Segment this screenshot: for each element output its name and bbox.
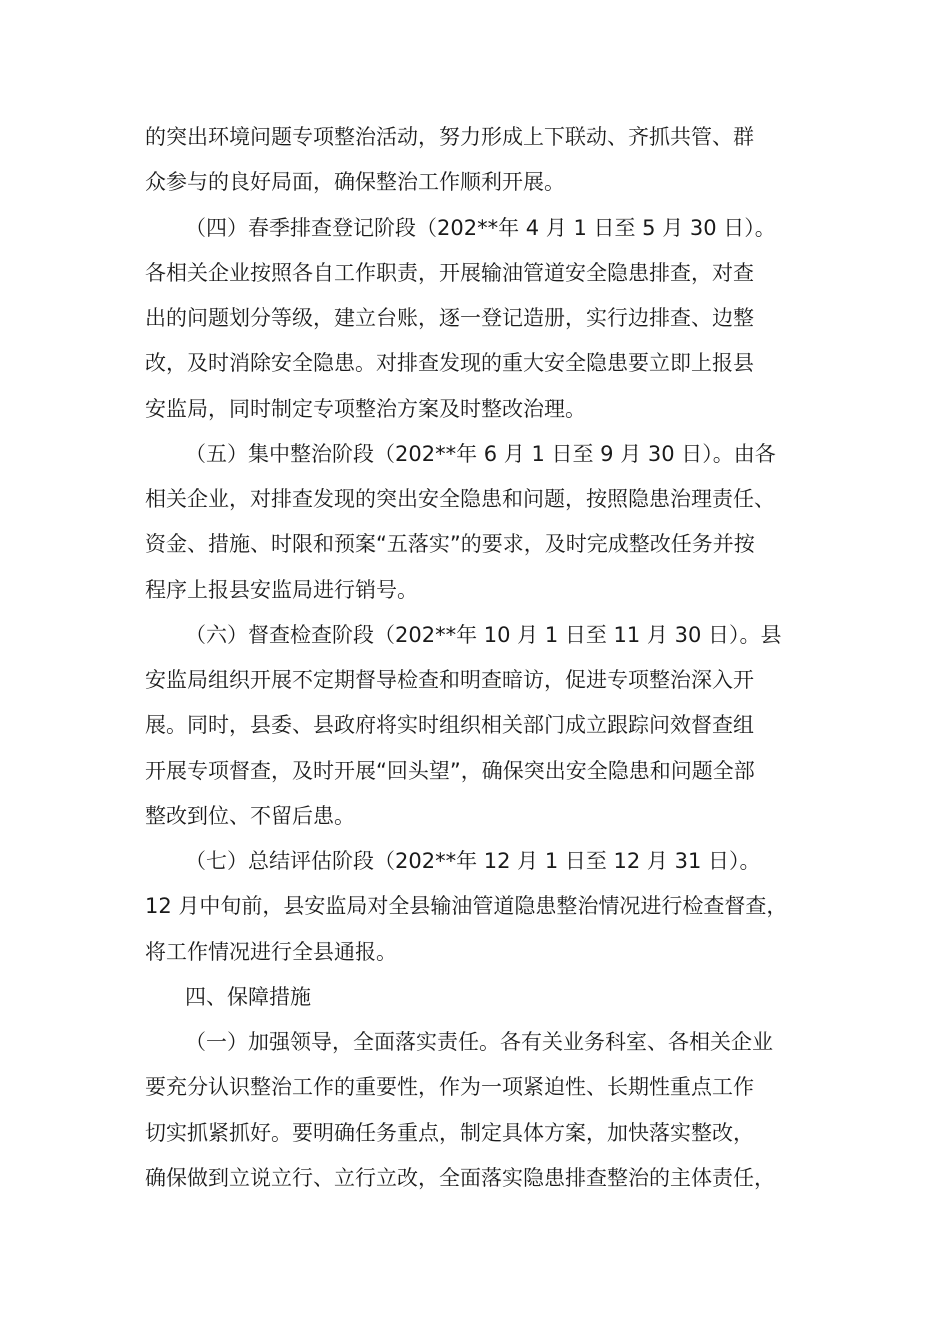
text-line: 各相关企业按照各自工作职责，开展输油管道安全隐患排查，对查 (145, 261, 754, 285)
text-line: 出的问题划分等级，建立台账，逐一登记造册，实行边排查、边整 (145, 306, 754, 330)
text-line: 开展专项督查，及时开展“回头望”，确保突出安全隐患和问题全部 (145, 759, 755, 783)
text-line: 众参与的良好局面，确保整治工作顺利开展。 (145, 170, 565, 194)
text-line: 改，及时消除安全隐患。对排查发现的重大安全隐患要立即上报县 (145, 351, 754, 375)
text-line: 切实抓紧抓好。要明确任务重点，制定具体方案，加快落实整改， (145, 1121, 754, 1145)
text-line: 相关企业，对排查发现的突出安全隐患和问题，按照隐患治理责任、 (145, 487, 775, 511)
text-line: 整改到位、不留后患。 (145, 804, 355, 828)
section-heading: 四、保障措施 (185, 985, 311, 1009)
text-line: （四）春季排查登记阶段（202**年 4 月 1 日至 5 月 30 日）。 (185, 216, 776, 240)
text-line: 展。同时，县委、县政府将实时组织相关部门成立跟踪问效督查组 (145, 713, 754, 737)
text-line: 的突出环境问题专项整治活动，努力形成上下联动、齐抓共管、群 (145, 125, 754, 149)
text-line: 程序上报县安监局进行销号。 (145, 578, 418, 602)
text-line: 安监局，同时制定专项整治方案及时整改治理。 (145, 397, 586, 421)
text-line: 12 月中旬前，县安监局对全县输油管道隐患整治情况进行检查督查， (145, 894, 788, 918)
text-line: （一）加强领导，全面落实责任。各有关业务科室、各相关企业 (185, 1030, 773, 1054)
text-line: 安监局组织开展不定期督导检查和明查暗访，促进专项整治深入开 (145, 668, 754, 692)
text-line: （六）督查检查阶段（202**年 10 月 1 日至 11 月 30 日）。县 (185, 623, 782, 647)
text-line: （五）集中整治阶段（202**年 6 月 1 日至 9 月 30 日）。由各 (185, 442, 776, 466)
text-line: 确保做到立说立行、立行立改，全面落实隐患排查整治的主体责任， (145, 1166, 775, 1190)
text-line: 资金、措施、时限和预案“五落实”的要求，及时完成整改任务并按 (145, 532, 755, 556)
text-line: 要充分认识整治工作的重要性，作为一项紧迫性、长期性重点工作 (145, 1075, 754, 1099)
text-line: （七）总结评估阶段（202**年 12 月 1 日至 12 月 31 日）。 (185, 849, 761, 873)
text-line: 将工作情况进行全县通报。 (145, 940, 397, 964)
